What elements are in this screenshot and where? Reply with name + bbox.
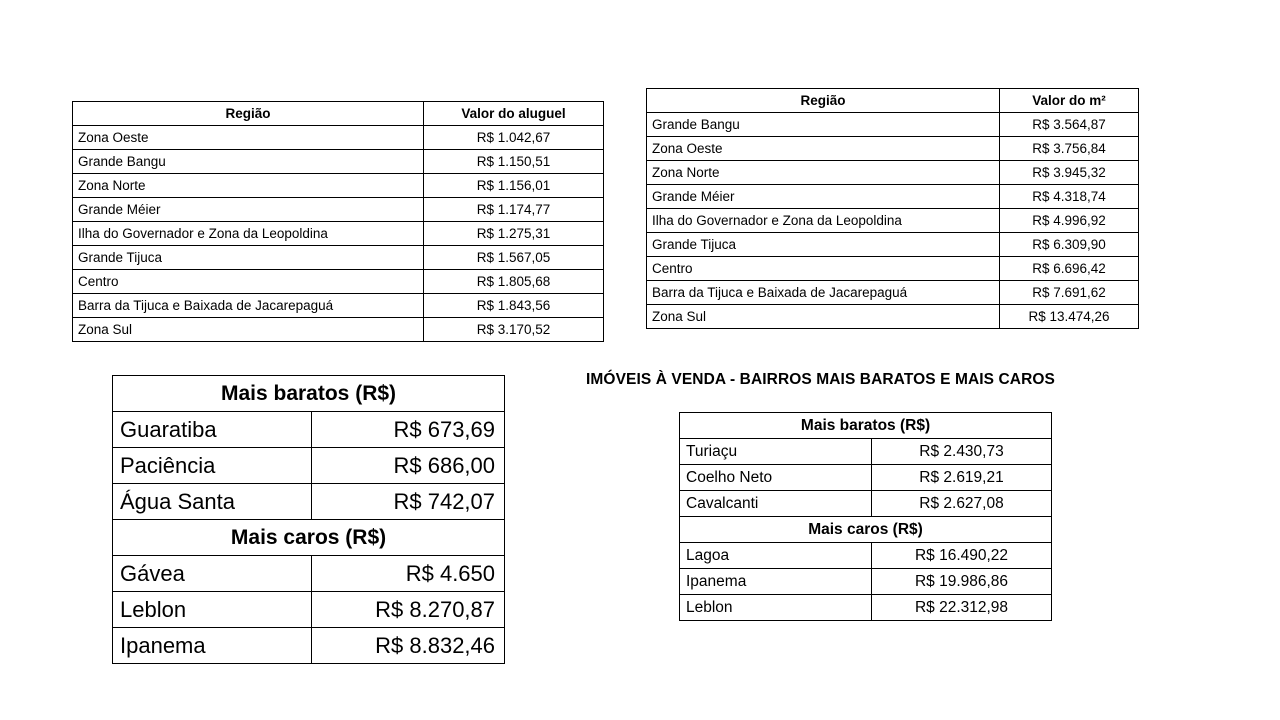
table-row (73, 222, 604, 246)
row-value: R$ 4.318,74 (1000, 185, 1139, 209)
row-value: R$ 1.156,01 (424, 174, 604, 198)
row-value: R$ 4.996,92 (1000, 209, 1139, 233)
table-row (113, 484, 505, 520)
table-row (113, 412, 505, 448)
row-label: Ilha do Governador e Zona da Leopoldina (647, 209, 1000, 233)
table-row (113, 556, 505, 592)
row-label: Coelho Neto (680, 465, 872, 491)
table-row (680, 439, 1052, 465)
row-value: R$ 8.270,87 (312, 592, 505, 628)
row-label: Centro (73, 270, 424, 294)
table-row (73, 270, 604, 294)
row-value: R$ 1.042,67 (424, 126, 604, 150)
section-header-row-cheapest (113, 376, 505, 412)
sale-neighborhoods-table (679, 412, 1052, 621)
row-value: R$ 6.309,90 (1000, 233, 1139, 257)
row-label: Grande Tijuca (647, 233, 1000, 257)
row-value: R$ 3.170,52 (424, 318, 604, 342)
rent-neighborhoods-table (112, 375, 505, 664)
row-value: R$ 1.150,51 (424, 150, 604, 174)
table-row (647, 137, 1139, 161)
row-value: R$ 6.696,42 (1000, 257, 1139, 281)
row-label: Gávea (113, 556, 312, 592)
row-label: Zona Sul (647, 305, 1000, 329)
row-label: Grande Méier (73, 198, 424, 222)
table-row (73, 150, 604, 174)
row-value: R$ 1.805,68 (424, 270, 604, 294)
table-row (73, 294, 604, 318)
row-label: Grande Bangu (73, 150, 424, 174)
rent-by-region-table (72, 101, 604, 342)
section-header-most-expensive: Mais caros (R$) (680, 517, 1052, 543)
table-row (647, 161, 1139, 185)
table-row (647, 209, 1139, 233)
table-row (647, 305, 1139, 329)
row-label: Grande Bangu (647, 113, 1000, 137)
row-label: Zona Sul (73, 318, 424, 342)
row-label: Água Santa (113, 484, 312, 520)
sqm-by-region-table (646, 88, 1139, 329)
table-row (680, 491, 1052, 517)
row-value: R$ 3.756,84 (1000, 137, 1139, 161)
row-label: Turiaçu (680, 439, 872, 465)
row-label: Barra da Tijuca e Baixada de Jacarepaguá (73, 294, 424, 318)
table-row (647, 257, 1139, 281)
row-value: R$ 1.567,05 (424, 246, 604, 270)
row-value: R$ 19.986,86 (872, 569, 1052, 595)
row-value: R$ 1.843,56 (424, 294, 604, 318)
row-value: R$ 2.627,08 (872, 491, 1052, 517)
table-row (73, 318, 604, 342)
row-value: R$ 673,69 (312, 412, 505, 448)
row-label: Zona Norte (647, 161, 1000, 185)
row-label: Ipanema (113, 628, 312, 664)
row-label: Zona Oeste (647, 137, 1000, 161)
row-value: R$ 13.474,26 (1000, 305, 1139, 329)
row-value: R$ 2.430,73 (872, 439, 1052, 465)
section-header-cheapest: Mais baratos (R$) (113, 376, 505, 412)
table-header-row (73, 102, 604, 126)
table-row (647, 281, 1139, 305)
column-header-sqm-value: Valor do m² (1000, 89, 1139, 113)
table-row (680, 465, 1052, 491)
table-row (680, 543, 1052, 569)
table-row (647, 113, 1139, 137)
row-value: R$ 8.832,46 (312, 628, 505, 664)
row-value: R$ 3.564,87 (1000, 113, 1139, 137)
row-label: Paciência (113, 448, 312, 484)
table-row (113, 448, 505, 484)
row-value: R$ 2.619,21 (872, 465, 1052, 491)
row-label: Grande Tijuca (73, 246, 424, 270)
column-header-region: Região (73, 102, 424, 126)
section-header-most-expensive: Mais caros (R$) (113, 520, 505, 556)
table-row (680, 569, 1052, 595)
table-row (113, 592, 505, 628)
table-row (73, 198, 604, 222)
row-value: R$ 22.312,98 (872, 595, 1052, 621)
row-label: Ipanema (680, 569, 872, 595)
section-header-cheapest: Mais baratos (R$) (680, 413, 1052, 439)
row-label: Lagoa (680, 543, 872, 569)
row-value: R$ 742,07 (312, 484, 505, 520)
column-header-rent-value: Valor do aluguel (424, 102, 604, 126)
row-label: Zona Norte (73, 174, 424, 198)
table-row (647, 185, 1139, 209)
row-value: R$ 3.945,32 (1000, 161, 1139, 185)
row-label: Ilha do Governador e Zona da Leopoldina (73, 222, 424, 246)
row-value: R$ 16.490,22 (872, 543, 1052, 569)
table-header-row (647, 89, 1139, 113)
row-label: Grande Méier (647, 185, 1000, 209)
column-header-region: Região (647, 89, 1000, 113)
row-value: R$ 7.691,62 (1000, 281, 1139, 305)
sale-section-heading: IMÓVEIS À VENDA - BAIRROS MAIS BARATOS E MAIS CAROS (586, 371, 1055, 388)
row-value: R$ 4.650 (312, 556, 505, 592)
row-label: Guaratiba (113, 412, 312, 448)
section-header-row-most-expensive (113, 520, 505, 556)
table-row (113, 628, 505, 664)
row-label: Cavalcanti (680, 491, 872, 517)
table-row (647, 233, 1139, 257)
section-header-row-most-expensive (680, 517, 1052, 543)
row-value: R$ 686,00 (312, 448, 505, 484)
row-value: R$ 1.174,77 (424, 198, 604, 222)
row-label: Zona Oeste (73, 126, 424, 150)
row-label: Leblon (113, 592, 312, 628)
section-header-row-cheapest (680, 413, 1052, 439)
row-label: Centro (647, 257, 1000, 281)
table-row (73, 174, 604, 198)
row-label: Leblon (680, 595, 872, 621)
table-row (73, 126, 604, 150)
row-value: R$ 1.275,31 (424, 222, 604, 246)
table-row (680, 595, 1052, 621)
row-label: Barra da Tijuca e Baixada de Jacarepaguá (647, 281, 1000, 305)
table-row (73, 246, 604, 270)
